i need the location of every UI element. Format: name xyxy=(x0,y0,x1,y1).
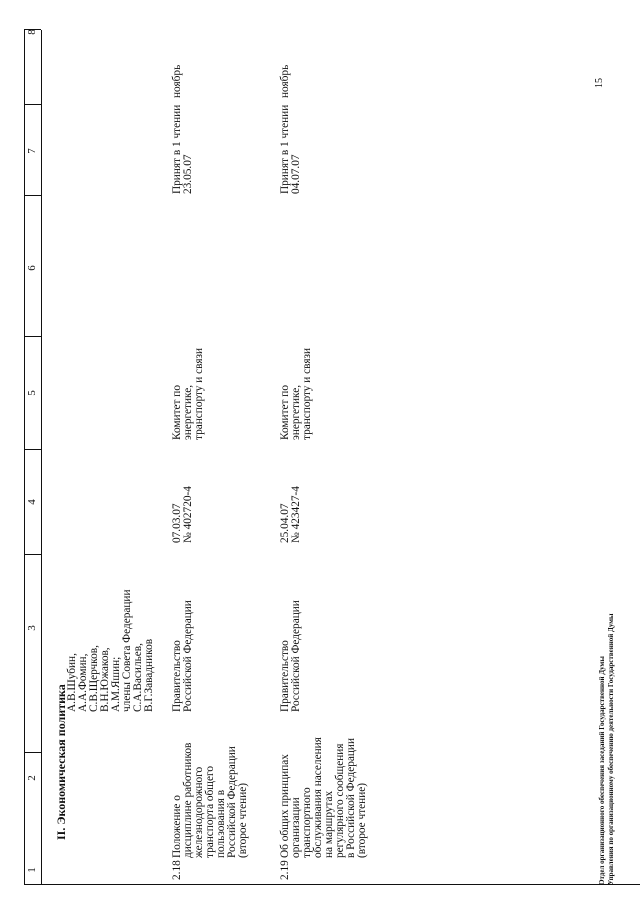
column-number: 7 xyxy=(26,148,38,154)
author-line: В.Н.Южаков, xyxy=(99,647,111,712)
row-title-line: транспортного xyxy=(301,787,313,858)
row-title-line: Положение о xyxy=(171,795,183,858)
row-committee-line: Комитет по xyxy=(171,384,183,440)
row-title-line: пользования в xyxy=(215,789,227,858)
row-committee-line: Комитет по xyxy=(279,384,291,440)
column-number: 3 xyxy=(26,625,38,631)
row-committee-line: транспорту и связи xyxy=(193,347,205,440)
row-status: Принят в 1 чтении xyxy=(171,104,183,194)
footer-department: Отдел организационного обеспечения заседаний Государственной Думы xyxy=(598,656,606,885)
header-separator xyxy=(24,554,41,555)
column-number: 1 xyxy=(26,867,38,873)
row-number: 2.19 xyxy=(279,860,291,880)
column-number: 6 xyxy=(26,265,38,271)
header-separator xyxy=(24,104,41,105)
header-top-rule xyxy=(24,30,25,885)
row-month: ноябрь xyxy=(171,64,183,98)
header-separator xyxy=(24,752,41,753)
header-bottom-rule xyxy=(41,30,42,885)
author-line: А.В.Шубин, xyxy=(66,653,78,712)
author-line: С.В.Щерчков, xyxy=(88,645,100,712)
row-number: 2.18 xyxy=(171,860,183,880)
row-reg-number: № 423427-4 xyxy=(290,486,302,543)
row-reg-date: 25.04.07 xyxy=(279,503,291,543)
header-separator xyxy=(24,336,41,337)
row-reg-date: 07.03.07 xyxy=(171,503,183,543)
row-title-line: в Российской Федерации xyxy=(345,737,357,858)
row-title-line: железнодорожного xyxy=(193,766,205,858)
header-separator xyxy=(24,449,41,450)
row-committee-line: энергетике, xyxy=(182,384,194,440)
author-line: В.Г.Завадников xyxy=(143,638,155,712)
author-line: С.А.Васильев, xyxy=(132,643,144,712)
section-title: II. Экономическая политика xyxy=(54,684,68,840)
author-line: А.М.Яшин; xyxy=(110,656,122,712)
row-title-line: регулярного сообщения xyxy=(334,743,346,858)
row-reg-number: № 402720-4 xyxy=(182,486,194,543)
row-title-line: дисциплине работников xyxy=(182,742,194,858)
row-initiator-line: Правительство xyxy=(171,640,183,712)
column-number: 5 xyxy=(26,390,38,396)
column-number: 8 xyxy=(26,29,38,35)
row-title-line: обслуживания населения xyxy=(312,737,324,858)
footer-directorate: Управления по организационному обеспечению деятельности Государственной Думы xyxy=(607,613,615,885)
row-title-line: Об общих принципах xyxy=(279,754,291,858)
row-title-line: на маршрутах xyxy=(323,790,335,858)
column-number: 2 xyxy=(26,775,38,781)
row-title-line: транспорта общего xyxy=(204,765,216,858)
page-number: 15 xyxy=(594,78,605,88)
column-number: 4 xyxy=(26,499,38,505)
row-committee-line: транспорту и связи xyxy=(301,347,313,440)
row-initiator-line: Российской Федерации xyxy=(290,600,302,712)
row-title-line: (второе чтение) xyxy=(237,782,249,858)
row-title-line: Российской Федерации xyxy=(226,746,238,858)
row-status-date: 04.07.07 xyxy=(290,154,302,194)
row-status-date: 23.05.07 xyxy=(182,154,194,194)
table-left-edge xyxy=(24,884,640,885)
header-separator xyxy=(24,195,41,196)
row-title-line: (второе чтение) xyxy=(356,782,368,858)
row-month: ноябрь xyxy=(279,64,291,98)
row-initiator-line: Российской Федерации xyxy=(182,600,194,712)
row-status: Принят в 1 чтении xyxy=(279,104,291,194)
author-line: А.А.Фомин, xyxy=(77,653,89,712)
row-committee-line: энергетике, xyxy=(290,384,302,440)
row-title-line: организации xyxy=(290,797,302,858)
author-line: члены Совета Федерации xyxy=(121,589,133,712)
row-initiator-line: Правительство xyxy=(279,640,291,712)
